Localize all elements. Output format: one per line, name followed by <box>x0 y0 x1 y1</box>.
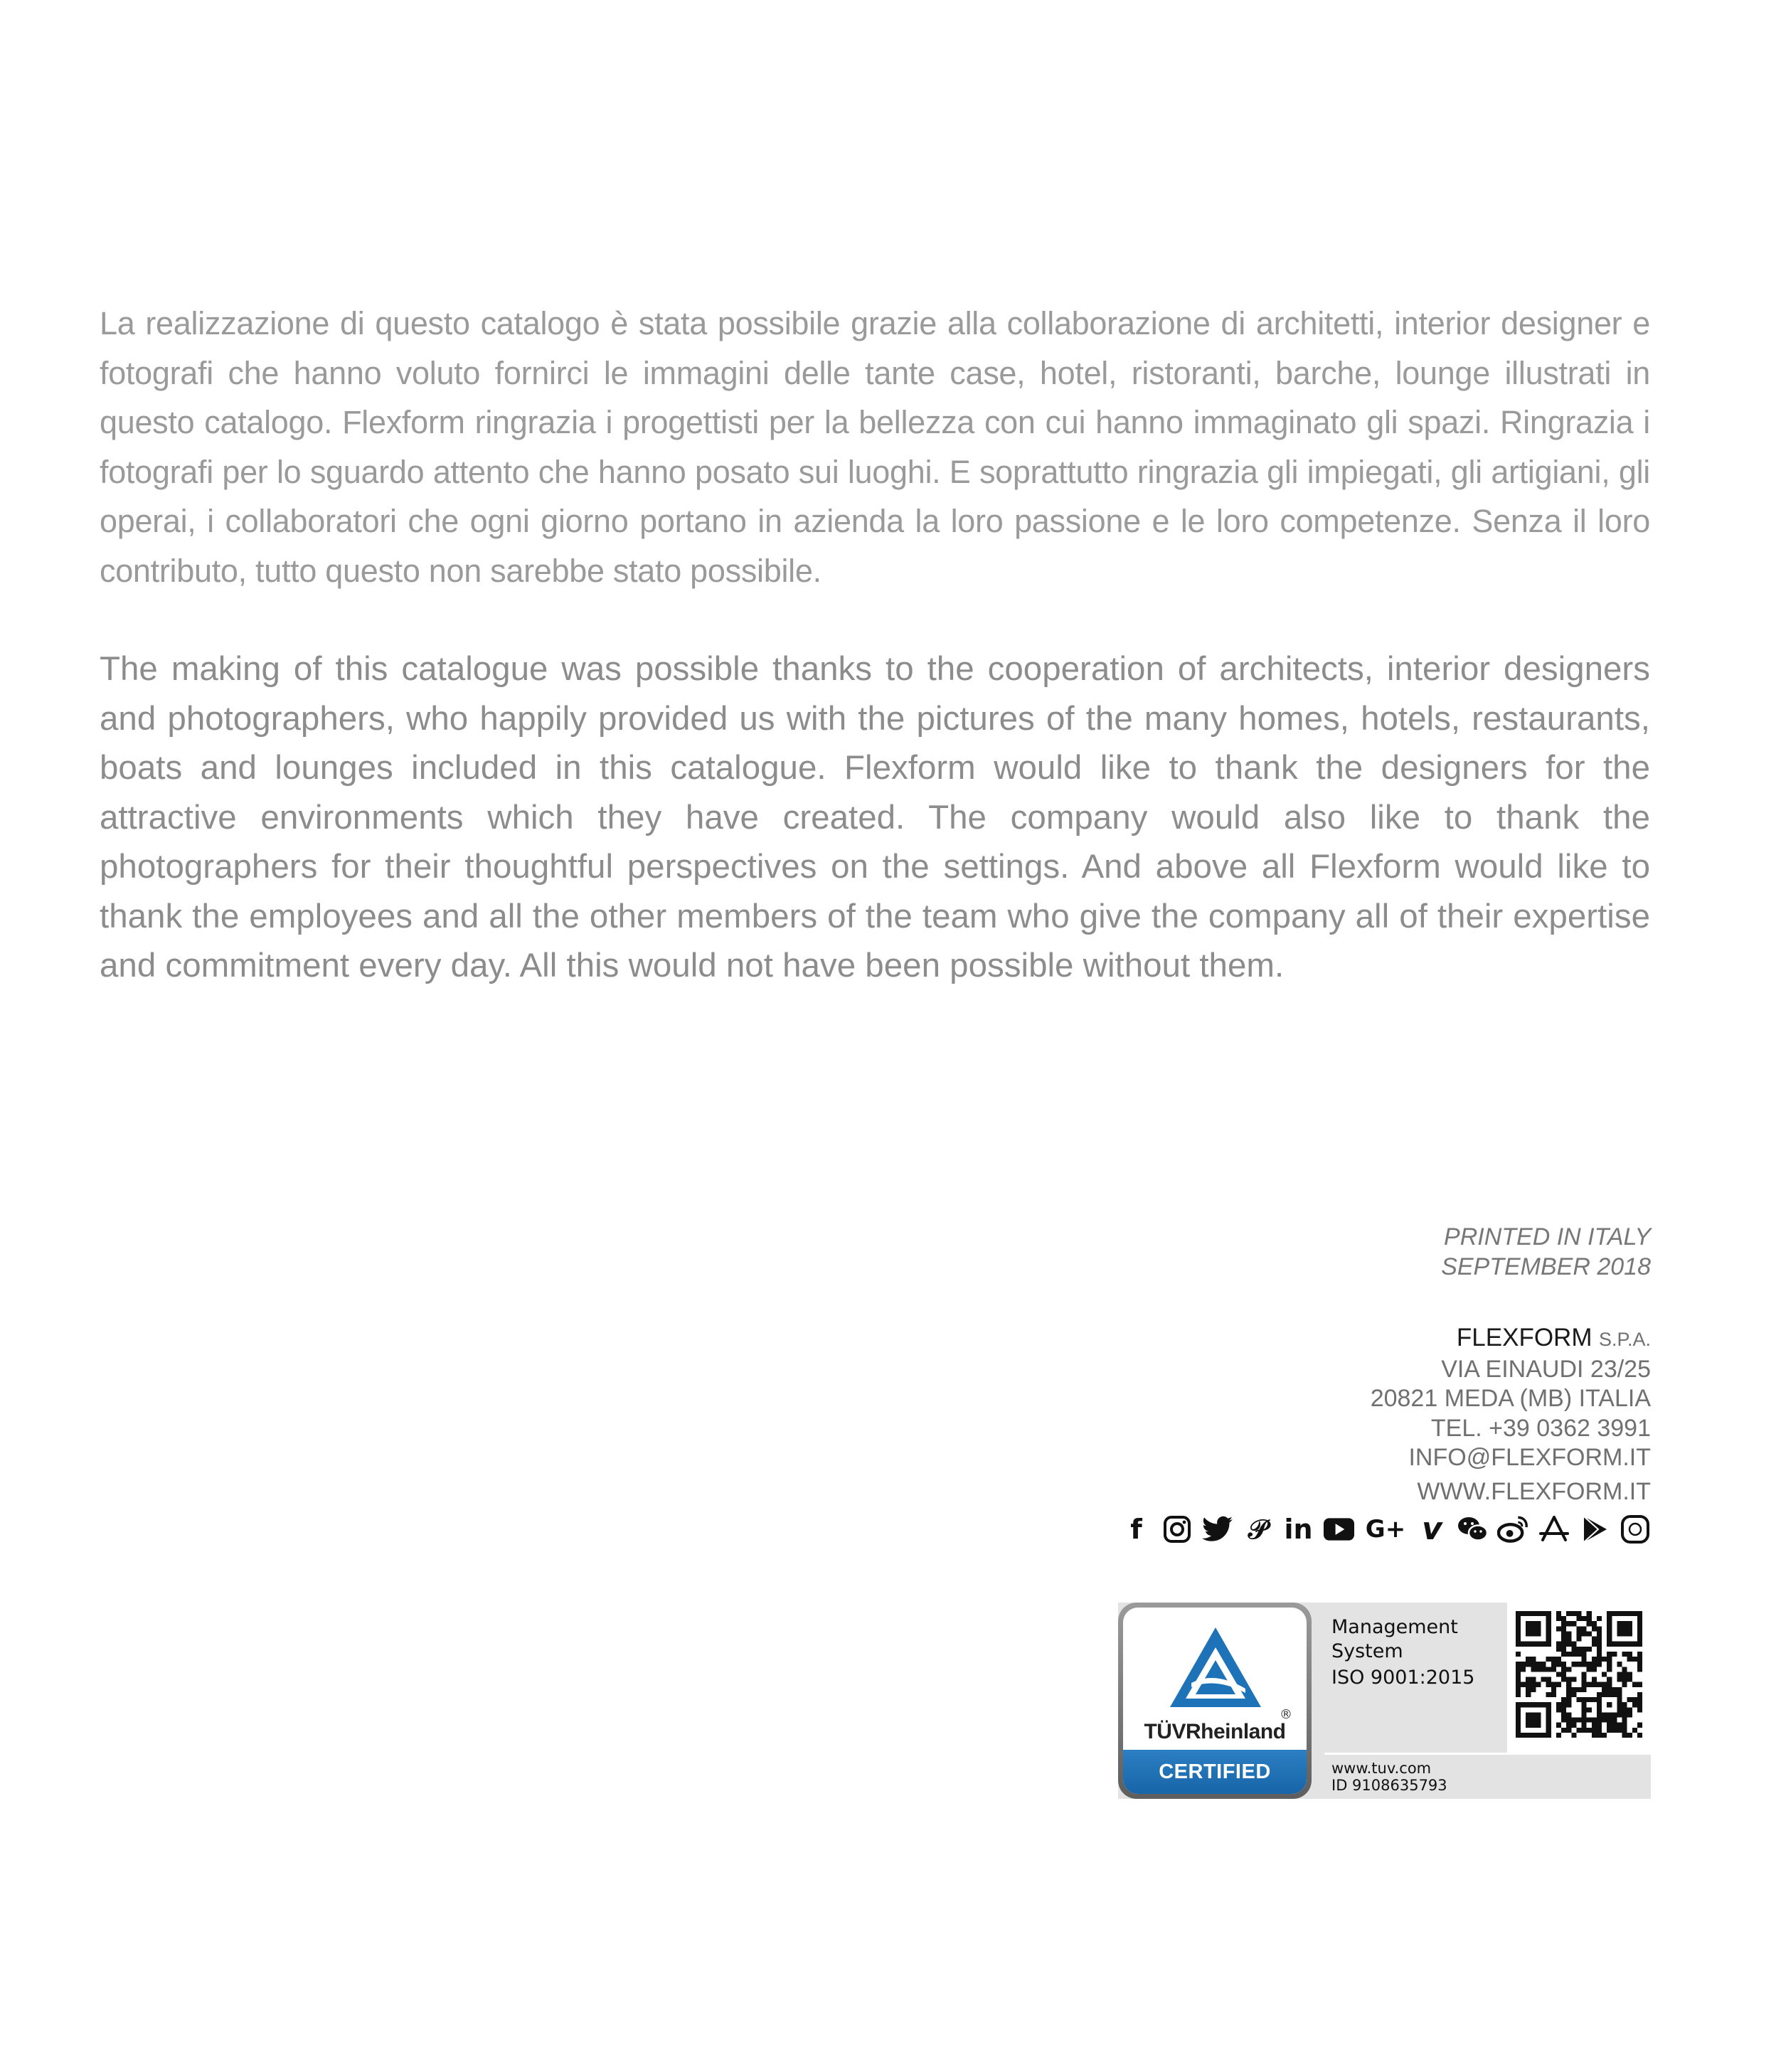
badge-inner <box>1123 1608 1307 1794</box>
english-acknowledgement-paragraph: The making of this catalogue was possible thanks to the cooperation of architects, interior designers and photographers, who happily provided us with the pictures of the many homes, hotels, restaurants, boats and lounges included in this catalogue. Flexform would like to thank the designers for the attractive environments which they have created. The company would also like to thank the photographers for their thoughtful perspectives on the settings. And above all Flexform would like to thank the employees and all the other members of the team who give the company all of their expertise and commitment every day. All this would not have been possible without them. <box>100 650 1650 984</box>
weibo-icon[interactable] <box>1497 1512 1529 1546</box>
certified-label: CERTIFIED <box>1123 1750 1307 1794</box>
company-phone: TEL. +39 0362 3991 <box>1430 1414 1651 1442</box>
company-city: 20821 MEDA (MB) ITALIA <box>1370 1385 1651 1412</box>
issuu-icon[interactable] <box>1619 1512 1651 1546</box>
company-website[interactable]: WWW.FLEXFORM.IT <box>1417 1477 1651 1505</box>
tuv-certification-panel <box>1118 1603 1651 1799</box>
iso-standard-label: ISO 9001:2015 <box>1331 1667 1475 1689</box>
pinterest-icon[interactable]: 𝒫 <box>1248 1514 1268 1545</box>
management-system-label <box>1331 1615 1488 1664</box>
print-date-label: SEPTEMBER 2018 <box>1441 1253 1651 1280</box>
printed-in-label: PRINTED IN ITALY <box>1444 1223 1651 1250</box>
system-label: System <box>1331 1640 1403 1662</box>
tuv-brand-name: TÜVRheinland <box>1144 1720 1286 1743</box>
wechat-icon[interactable] <box>1457 1512 1489 1546</box>
twitter-icon[interactable] <box>1201 1512 1233 1546</box>
management-label: Management <box>1331 1616 1458 1638</box>
company-name-line <box>1371 1323 1651 1355</box>
linkedin-icon[interactable]: in <box>1284 1514 1313 1545</box>
registered-mark: ® <box>1280 1707 1292 1722</box>
company-contact-block <box>1371 1323 1651 1507</box>
company-suffix: S.P.A. <box>1598 1329 1651 1350</box>
tuv-website-link[interactable]: www.tuv.com <box>1331 1760 1432 1777</box>
vimeo-icon[interactable]: v <box>1422 1511 1442 1547</box>
youtube-icon[interactable] <box>1323 1512 1355 1546</box>
app-store-icon[interactable] <box>1538 1512 1570 1546</box>
google-play-icon[interactable] <box>1578 1512 1610 1546</box>
company-name: FLEXFORM <box>1456 1324 1592 1351</box>
print-info <box>1441 1222 1651 1282</box>
company-email[interactable]: INFO@FLEXFORM.IT <box>1408 1444 1651 1471</box>
company-address: VIA EINAUDI 23/25 <box>1441 1355 1651 1383</box>
certificate-id: ID 9108635793 <box>1331 1777 1447 1794</box>
tuv-certified-badge <box>1118 1603 1312 1799</box>
divider <box>1324 1753 1651 1755</box>
instagram-icon[interactable] <box>1161 1512 1193 1546</box>
facebook-icon[interactable]: f <box>1130 1514 1142 1545</box>
italian-acknowledgement-paragraph: La realizzazione di questo catalogo è stata possibile grazie alla collaborazione di architetti, interior designer e fotografi che hanno voluto fornirci le immagini delle tante case, hotel, ristoranti, barche, lounge illustrati in questo catalogo. Flexform ringrazia i progettisti per la bellezza con cui hanno immaginato gli spazi. Ringrazia i fotografi per lo sguardo attento che hanno posato sui luoghi. E soprattutto ringrazia gli impiegati, gli artigiani, gli operai, i collaboratori che ogni giorno portano in azienda la loro passione e le loro competenze. Senza il loro contributo, tutto questo non sarebbe stato possibile. <box>100 305 1650 589</box>
qr-code[interactable] <box>1507 1603 1651 1753</box>
tuv-triangle-logo <box>1166 1623 1265 1714</box>
google-plus-icon[interactable]: G+ <box>1365 1515 1406 1544</box>
social-icons-row <box>1120 1512 1651 1546</box>
qr-code-image <box>1516 1611 1642 1738</box>
